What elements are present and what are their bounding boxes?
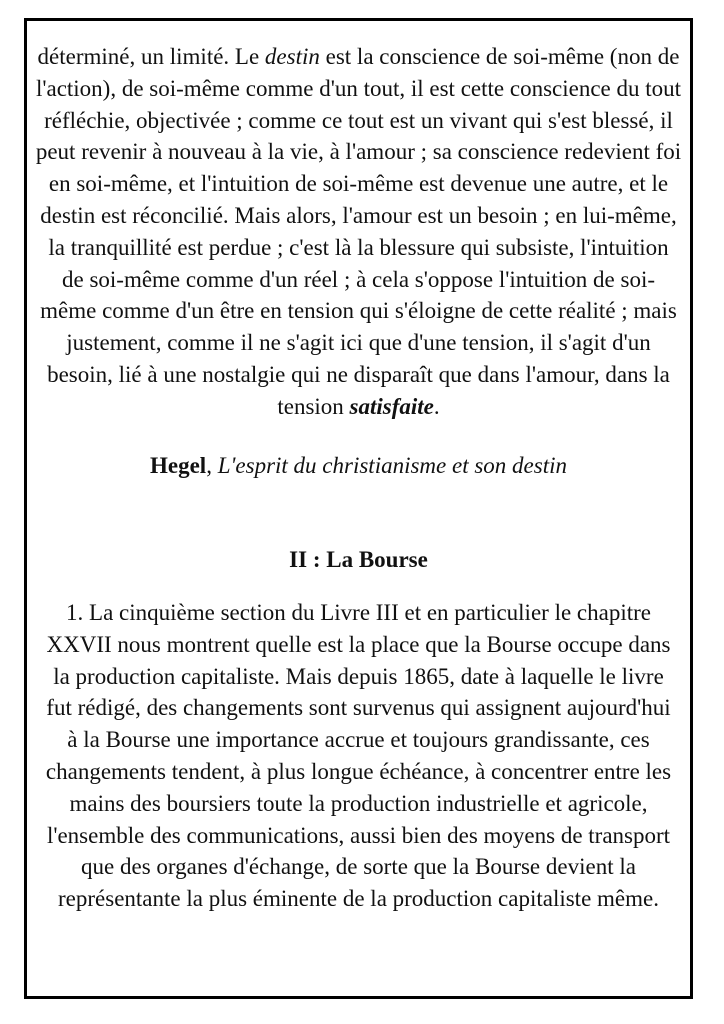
- quote-attribution: [27, 450, 690, 481]
- quote-paragraph: [27, 41, 690, 423]
- quote-destin-italic: destin: [264, 44, 320, 69]
- quote-text-3: .: [433, 393, 440, 419]
- page-frame: [24, 18, 693, 999]
- attribution-author: Hegel: [150, 453, 207, 478]
- attribution-separator: ,: [206, 453, 218, 478]
- quote-text-1: déterminé, un limité. Le: [37, 44, 265, 69]
- quote-satisfaite-bold-italic: satisfaite: [349, 393, 434, 419]
- attribution-work-title: L'esprit du christianisme et son destin: [217, 453, 567, 478]
- section-paragraph: 1. La cinquième section du Livre III et en particulier le chapitre XXVII nous montrent quelle est la place que la Bourse occupe dans la production capitaliste. Mais depuis 1865, date à laquelle le livre fut rédigé, des changements sont survenus qui assignent aujourd'hui à la Bourse une importance accrue et toujours grandissante, ces changements tendent, à plus longue échéance, à concentrer entre les mains des boursiers toute la production industrielle et agricole, l'ensemble des communications, aussi bien des moyens de transport que des organes d'échange, de sorte que la Bourse devient la représentante la plus éminente de la production capitaliste même.: [45, 600, 672, 912]
- quote-text-2: est la conscience de soi-même (non de l'action), de soi-même comme d'un tout, il est cette conscience du tout réfléchie, objectivée ; comme ce tout est un vivant qui s'est blessé, il peut revenir à nouveau à la vie, à l'amour ; sa conscience redevient foi en soi-même, et l'intuition de soi-même est devenue une autre, et le destin est réconcilié. Mais alors, l'amour est un besoin ; en lui-même, la tranquillité est perdue ; c'est là la blessure qui subsiste, l'intuition de soi-même comme d'un réel ; à cela s'oppose l'intuition de soi-même comme d'un être en tension qui s'éloigne de cette réalité ; mais justement, comme il ne s'agit ici que d'une tension, il s'agit d'un besoin, lié à une nostalgie qui ne disparaît que dans l'amour, dans la tension: [35, 44, 682, 419]
- section-heading: II : La Bourse: [289, 547, 428, 572]
